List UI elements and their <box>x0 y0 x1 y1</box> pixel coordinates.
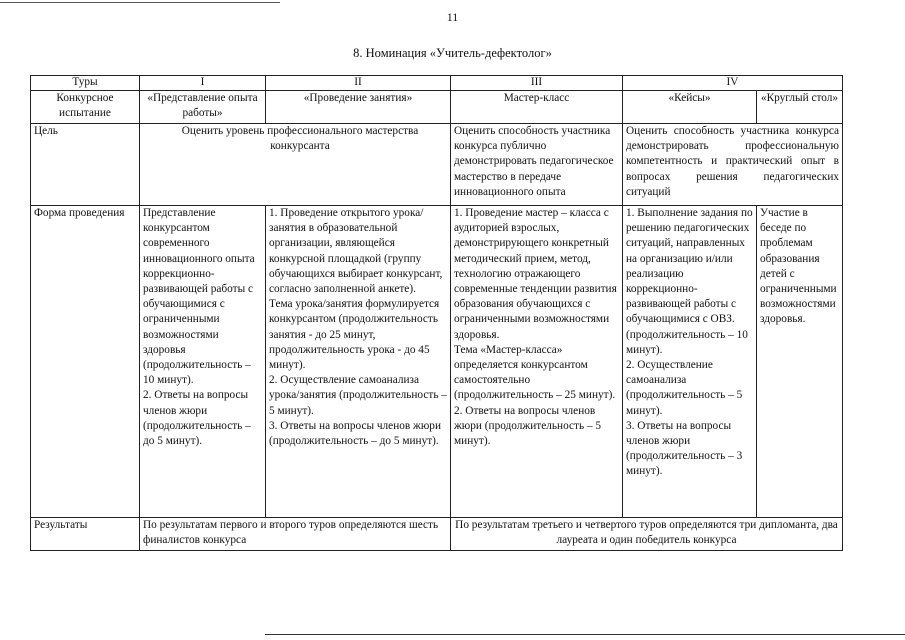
nomination-heading: 8. Номинация «Учитель-дефектолог» <box>353 46 552 60</box>
page-number: 11 <box>446 10 459 24</box>
test-round-3: Мастер-класс <box>451 91 623 124</box>
table-row <box>31 206 843 518</box>
test-round-4-cases: «Кейсы» <box>623 91 757 124</box>
form-round-3: 1. Проведение мастер – класса с аудиторией взрослых, демонстрирующего конкретный методический прием, метод, технологию отражающего современные тенденции развития образования обучающихся с ограниченными возможностями здоровья. Тема «Мастер-класса» определяется конкурсантом самостоятельно (продолжительность – 25 минут). 2. Ответы на вопросы членов жюри (продолжительность – 5 минут). <box>451 206 623 518</box>
goal-label: Цель <box>31 124 140 206</box>
test-round-4-roundtable: «Круглый стол» <box>757 91 843 124</box>
goal-round-3: Оценить способность участника конкурса публично демонстрировать педагогическое мастерство в передаче инновационного опыта <box>451 124 623 206</box>
results-label: Результаты <box>31 518 140 551</box>
round-3-header: III <box>451 76 623 91</box>
form-round-1: Представление конкурсантом современного инновационного опыта коррекционно-развивающей работы с обучающимися с ограниченными возможностями здоровья (продолжительность – 10 минут). 2. Ответы на вопросы членов жюри (продолжительность – до 5 минут). <box>140 206 266 518</box>
results-rounds-1-2: По результатам первого и второго туров определяются шесть финалистов конкурса <box>140 518 451 551</box>
test-label: Конкурсное испытание <box>31 91 140 124</box>
test-round-2: «Проведение занятия» <box>266 91 451 124</box>
round-4-header: IV <box>623 76 843 91</box>
table-row <box>31 76 843 91</box>
table-row <box>31 91 843 124</box>
round-1-header: I <box>140 76 266 91</box>
form-round-2: 1. Проведение открытого урока/занятия в образовательной организации, являющейся конкурсной площадкой (группу обучающихся выбирает конкурсант, согласно заполненной анкете). Тема урока/занятия формулируется конкурсантом (продолжительность занятия - до 25 минут, продолжительность урока - до 45 минут). 2. Осуществление самоанализа урока/занятия (продолжительность – 5 минут). 3. Ответы на вопросы членов жюри (продолжительность – до 5 минут). <box>266 206 451 518</box>
form-round-4-roundtable: Участие в беседе по проблемам образования детей с ограниченными возможностями здоровья. <box>757 206 843 518</box>
round-2-header: II <box>266 76 451 91</box>
goal-round-4: Оценить способность участника конкурса демонстрировать профессиональную компетентность и практический опыт в вопросах решения педагогических ситуаций <box>623 124 843 206</box>
bottom-rule <box>265 634 905 635</box>
table-row <box>31 124 843 206</box>
form-label: Форма проведения <box>31 206 140 518</box>
test-round-1: «Представление опыта работы» <box>140 91 266 124</box>
rounds-label: Туры <box>31 76 140 91</box>
results-rounds-3-4: По результатам третьего и четвертого туров определяются три дипломанта, два лауреата и один победитель конкурса <box>451 518 843 551</box>
goal-rounds-1-2: Оценить уровень профессионального мастерства конкурсанта <box>140 124 451 206</box>
competition-table <box>30 75 843 551</box>
table-row <box>31 518 843 551</box>
top-rule <box>0 2 280 3</box>
form-round-4-cases: 1. Выполнение задания по решению педагогических ситуаций, направленных на организацию и/или реализацию коррекционно-развивающей работы с обучающимися с ОВЗ. (продолжительность – 10 минут). 2. Осуществление самоанализа (продолжительность – 5 минут). 3. Ответы на вопросы членов жюри (продолжительность – 3 минут). <box>623 206 757 518</box>
